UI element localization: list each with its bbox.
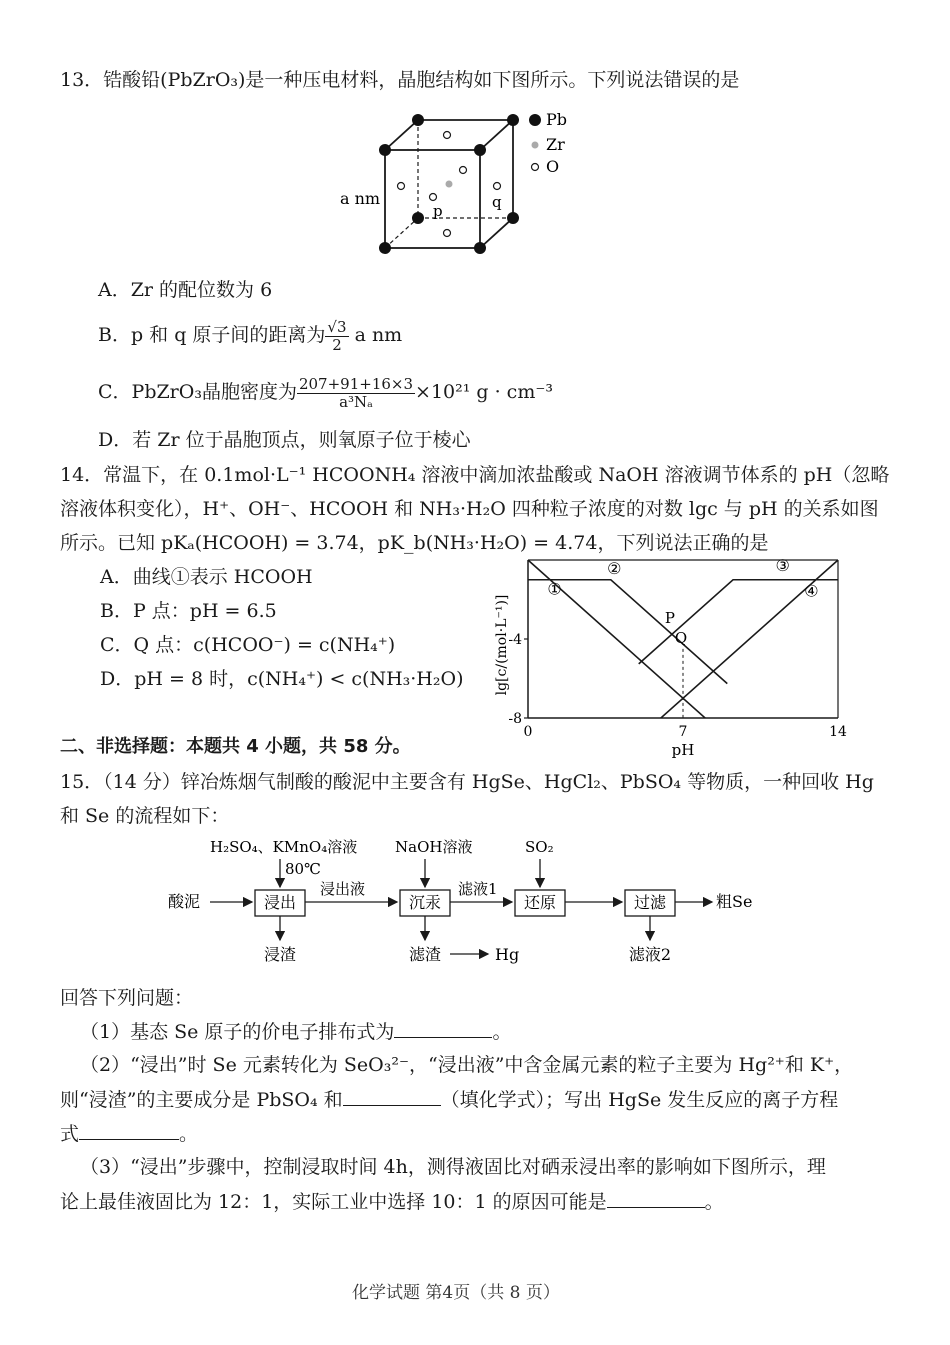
q13-option-c[interactable]: C．PbZrO₃晶胞密度为 $\frac{207+91+16\times 3}{\text{a³Nₐ}}$ ×10²¹ g · cm⁻³ xyxy=(98,374,553,411)
box-reduce: 还原 xyxy=(523,893,557,912)
q15-flowchart xyxy=(160,832,780,972)
legend-o: O xyxy=(546,157,560,176)
series-label-2: ② xyxy=(607,558,622,578)
product-crude-se: 粗Se xyxy=(716,892,753,911)
y-axis-label: lg[c/(mol·L⁻¹)] xyxy=(494,594,510,696)
out-residue: 浸渣 xyxy=(263,945,297,964)
arrow-leachate: 浸出液 xyxy=(320,880,366,898)
q15-stem-line1: 15．（14 分）锌冶炼烟气制酸的酸泥中主要含有 HgSe、HgCl₂、PbSO₄ 等物质，一种回收 Hg xyxy=(60,771,874,793)
q14-stem-line1: 14．常温下，在 0.1mol·L⁻¹ HCOONH₄ 溶液中滴加浓盐酸或 NaOH 溶液调节体系的 pH（忽略 xyxy=(60,464,890,486)
blank-1[interactable] xyxy=(394,1019,492,1038)
start-node: 酸泥 xyxy=(168,892,201,911)
series-label-3: ③ xyxy=(775,555,790,575)
q14-option-a[interactable]: A．曲线①表示 HCOOH xyxy=(100,566,313,588)
arrow-filtrate1: 滤液1 xyxy=(458,880,498,898)
blank-4[interactable] xyxy=(607,1189,705,1208)
point-P: P xyxy=(664,609,675,628)
reagent2: NaOH溶液 xyxy=(395,838,473,856)
reagent3: SO₂ xyxy=(525,838,554,856)
legend-zr: Zr xyxy=(546,135,565,154)
q14-stem-line3: 所示。已知 pKₐ(HCOOH) = 3.74，pK_b(NH₃·H₂O) = 4.74，下列说法正确的是 xyxy=(60,532,769,554)
section2-heading: 二、非选择题：本题共 4 小题，共 58 分。 xyxy=(60,736,411,757)
q15-part2-line3: 式 。 xyxy=(60,1123,199,1145)
q14-option-c[interactable]: C．Q 点：c(HCOO⁻) = c(NH₄⁺) xyxy=(100,634,396,656)
q15-part2-line1: （2）“浸出”时 Se 元素转化为 SeO₃²⁻，“浸出液”中含金属元素的粒子主要为 Hg²⁺和 K⁺， xyxy=(80,1054,854,1076)
box-leach: 浸出 xyxy=(263,893,297,912)
q13-stem: 13．锆酸铅(PbZrO₃)是一种压电材料，晶胞结构如下图所示。下列说法错误的是 xyxy=(60,69,740,91)
blank-3[interactable] xyxy=(79,1121,179,1140)
blank-2[interactable] xyxy=(343,1087,441,1106)
y-tick--8: -8 xyxy=(508,711,522,727)
series-label-1: ① xyxy=(547,579,562,599)
page-footer: 化学试题 第4页（共 8 页） xyxy=(352,1283,560,1303)
q-label: q xyxy=(492,193,502,211)
q15-part3-line2: 论上最佳液固比为 12：1，实际工业中选择 10：1 的原因可能是 。 xyxy=(60,1191,724,1213)
q13-option-d[interactable]: D．若 Zr 位于晶胞顶点，则氧原子位于棱心 xyxy=(98,429,471,451)
q13-option-b[interactable]: B．p 和 q 原子间的距离为 $\frac{√3}{2}$ a nm xyxy=(98,317,403,354)
q15-answer-prompt: 回答下列问题： xyxy=(60,987,194,1009)
point-Q: Q xyxy=(674,628,688,647)
q15-stem-line2: 和 Se 的流程如下： xyxy=(60,805,230,827)
temp-label: 80℃ xyxy=(285,860,321,878)
out-filtrate2: 滤液2 xyxy=(628,945,672,964)
q14-stem-line2: 溶液体积变化），H⁺、OH⁻、HCOOH 和 NH₃·H₂O 四种粒子浓度的对数 lgc 与 pH 的关系如图 xyxy=(60,498,879,520)
box-filter: 过滤 xyxy=(633,893,667,912)
q13-crystal-figure xyxy=(330,100,590,270)
q15-part1: （1）基态 Se 原子的价电子排布式为 。 xyxy=(80,1021,512,1043)
q13-option-a[interactable]: A．Zr 的配位数为 6 xyxy=(98,279,273,301)
q14-option-b[interactable]: B．P 点：pH = 6.5 xyxy=(100,600,277,622)
x-axis-label: pH xyxy=(671,741,695,759)
legend-pb: Pb xyxy=(546,110,568,129)
x-tick-14: 14 xyxy=(829,724,847,740)
q15-part2-line2: 则“浸渣”的主要成分是 PbSO₄ 和 （填化学式）；写出 HgSe 发生反应的离子方程 xyxy=(60,1089,839,1111)
series-label-4: ④ xyxy=(804,581,819,601)
reagent1: H₂SO₄、KMnO₄溶液 xyxy=(210,838,358,856)
p-label: p xyxy=(433,202,443,220)
box-hg-precip: 沉汞 xyxy=(408,893,442,912)
x-tick-7: 7 xyxy=(678,724,688,740)
out-filter-residue: 滤渣 xyxy=(408,945,442,964)
q14-option-d[interactable]: D．pH = 8 时，c(NH₄⁺) < c(NH₃·H₂O) xyxy=(100,668,464,690)
out-hg: Hg xyxy=(495,945,520,964)
x-tick-0: 0 xyxy=(523,724,533,740)
q14-chart xyxy=(480,555,860,760)
edge-label: a nm xyxy=(340,189,381,208)
y-tick--4: -4 xyxy=(508,632,522,648)
q15-part3-line1: （3）“浸出”步骤中，控制浸取时间 4h，测得液固比对硒汞浸出率的影响如下图所示，理 xyxy=(80,1156,826,1178)
